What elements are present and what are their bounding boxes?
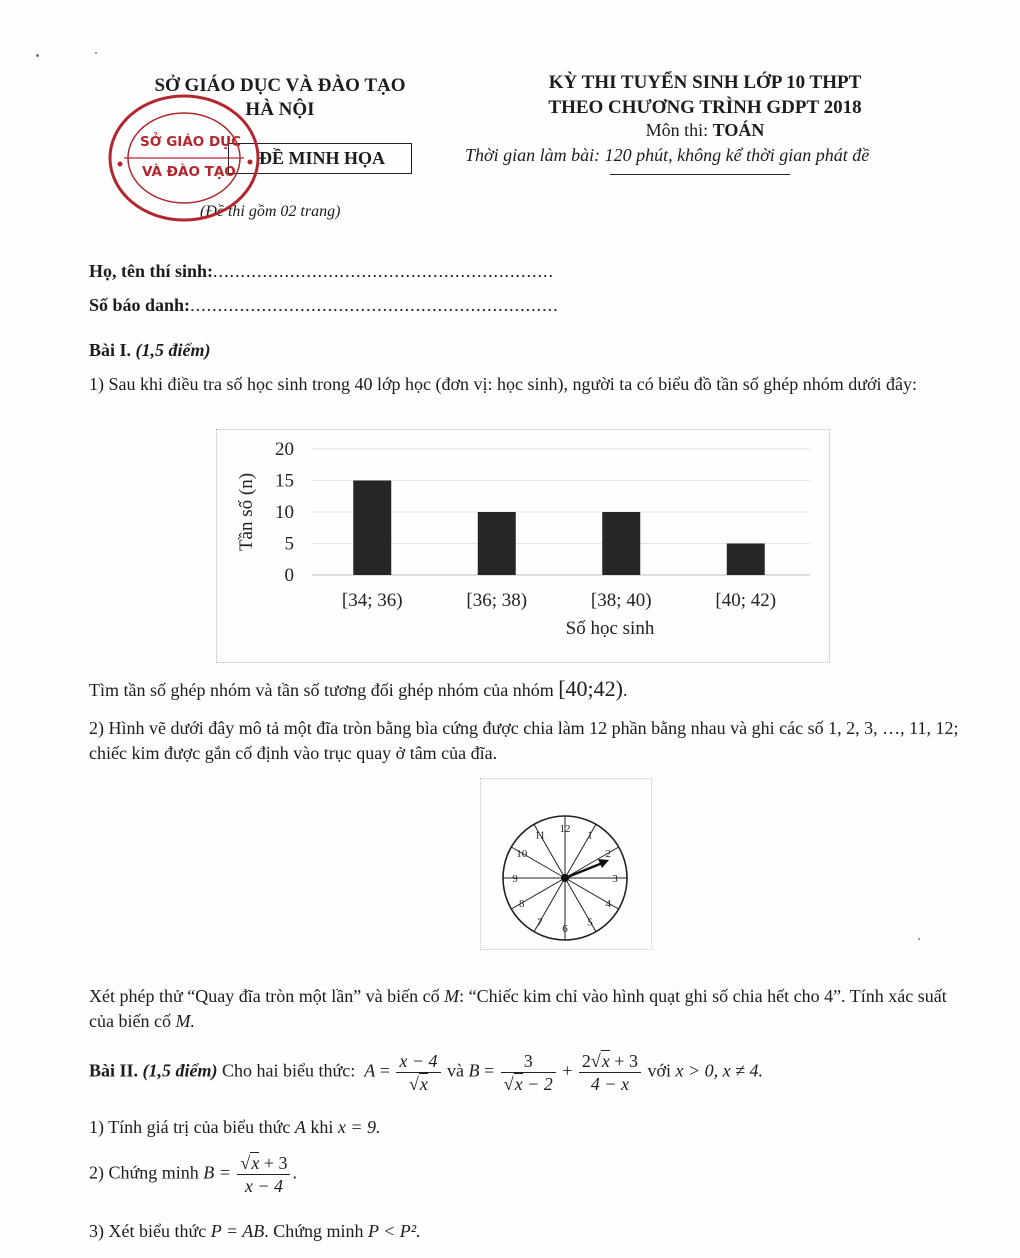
chart-ytick-label: 10 — [275, 502, 294, 523]
candidate-id-line — [89, 293, 559, 318]
wheel-sector-label: 12 — [559, 823, 571, 835]
fraction-b2-num-a: 2 — [581, 1051, 591, 1071]
q2-3-text: 3) Xét biểu thức — [89, 1221, 207, 1241]
fraction-a: $\frac{x - 4}{√x}$ — [396, 1050, 440, 1095]
official-seal — [104, 84, 274, 234]
exam-time: Thời gian làm bài: 120 phút, không kể thời gian phát đề — [465, 145, 870, 165]
candidate-name-label: Họ, tên thí sinh: — [89, 261, 214, 281]
wheel-sector-label: 10 — [516, 848, 528, 860]
wheel-sector-label: 2 — [605, 848, 612, 860]
scan-speck — [918, 938, 920, 940]
chart-xtick-label: [36; 38) — [466, 590, 528, 611]
fraction-b2-num-b: x — [601, 1051, 610, 1071]
fraction-b2-num-c: + 3 — [614, 1051, 638, 1071]
section-2-intro: Cho hai biểu thức: — [222, 1060, 356, 1081]
q2-task-a: Xét phép thử “Quay đĩa tròn một lần” và biến cố — [89, 986, 440, 1006]
q2-1-value: x = 9. — [337, 1117, 381, 1137]
candidate-name-line — [89, 259, 554, 284]
wheel-sector-label: 5 — [587, 916, 593, 929]
q2-3-prove: . Chứng minh — [264, 1221, 364, 1241]
condition: x > 0, x ≠ 4. — [675, 1060, 763, 1081]
q2-3-expr: P = AB — [210, 1221, 265, 1241]
question-2-3 — [89, 1219, 421, 1244]
chart-ytick-label: 20 — [275, 439, 294, 460]
section-1-title: Bài I. — [89, 340, 132, 360]
wheel-sector-label: 6 — [562, 923, 568, 935]
var-b: B — [468, 1060, 480, 1081]
dept-name: SỞ GIÁO DỤC VÀ ĐÀO TẠO — [154, 75, 406, 96]
wheel-hub — [561, 874, 569, 882]
q2-2-lhs: B = — [203, 1162, 231, 1183]
chart-xtick-label: [34; 36) — [341, 590, 403, 611]
scan-speck — [95, 52, 97, 54]
exam-program: THEO CHƯƠNG TRÌNH GDPT 2018 — [548, 97, 862, 118]
equals-b: = — [484, 1060, 495, 1081]
condition-word: với — [647, 1060, 671, 1081]
chart-bar — [602, 512, 640, 575]
question-1-1-task: Tìm tần số ghép nhóm và tần số tương đối ghép nhóm của nhóm [40;42). — [89, 676, 628, 701]
q2-2-num-b: + 3 — [263, 1153, 288, 1173]
question-1-2-task — [89, 984, 969, 1034]
seal-text-line1: SỞ GIÁO DỤC — [140, 134, 242, 150]
header-underline — [610, 174, 790, 175]
group-interval: [40;42) — [558, 676, 623, 701]
fraction-b1: $\frac{3}{√x - 2}$ — [501, 1050, 556, 1095]
section-1-heading — [89, 338, 211, 363]
chart-ytick-label: 5 — [284, 533, 294, 555]
question-1-2: 2) Hình vẽ dưới đây mô tả một đĩa tròn bằng bìa cứng được chia làm 12 phần bằng nhau và ghi các số 1, 2, 3, …, 11, 12; chiếc kim được gắn cố định vào trục quay ở tâm của đĩa. — [89, 718, 959, 763]
chart-xlabel: Số học sinh — [565, 618, 655, 639]
scan-speck — [36, 54, 39, 57]
equals-a: = — [379, 1060, 390, 1081]
and-word: và — [447, 1060, 465, 1081]
spinner-wheel — [480, 778, 650, 948]
wheel-sector-label: 11 — [534, 829, 546, 842]
q2-2-num-a: x — [251, 1153, 260, 1173]
chart-ytick-label: 0 — [284, 565, 294, 586]
section-1-points: (1,5 điểm) — [135, 340, 211, 360]
frequency-chart — [216, 429, 828, 661]
city-name: HÀ NỘI — [245, 99, 315, 120]
fraction-b-simplified: $\frac{√x + 3}{x - 4}$ — [237, 1152, 290, 1197]
plus-sign: + — [562, 1060, 573, 1081]
candidate-id-dots: ................................................................... — [190, 295, 559, 315]
q2-1-text: 1) Tính giá trị của biểu thức — [89, 1117, 291, 1137]
fraction-a-den: x — [419, 1074, 428, 1094]
fraction-b1-num: 3 — [501, 1050, 556, 1073]
question-1-1-task-text: Tìm tần số ghép nhóm và tần số tương đối ghép nhóm của nhóm — [89, 680, 554, 700]
subject-label: Môn thi: — [645, 120, 709, 140]
chart-ytick-label: 15 — [275, 470, 294, 492]
question-1-1: 1) Sau khi điều tra số học sinh trong 40 lớp học (đơn vị: học sinh), người ta có biểu đồ tần số ghép nhóm dưới đây: — [89, 374, 917, 394]
chart-bar — [727, 544, 765, 576]
chart-bar — [353, 481, 391, 576]
subject-line — [500, 120, 910, 141]
q2-2-text: 2) Chứng minh — [89, 1162, 199, 1183]
fraction-b2: $\frac{2√x + 3}{4 - x}$ — [579, 1050, 641, 1095]
section-2-title: Bài II. — [89, 1060, 139, 1081]
candidate-id-label: Số báo danh: — [89, 295, 191, 315]
wheel-sector-label: 4 — [605, 898, 612, 910]
var-a: A — [364, 1060, 376, 1081]
fraction-b1-den-b: − 2 — [527, 1074, 553, 1094]
wheel-sector-label: 7 — [537, 916, 543, 929]
q2-3-inequality: P < P². — [367, 1221, 421, 1241]
section-2-points: (1,5 điểm) — [142, 1060, 218, 1081]
candidate-name-dots: .............................................................. — [213, 261, 555, 281]
chart-bar — [478, 512, 516, 575]
fraction-a-num: x − 4 — [396, 1050, 440, 1073]
q2-1-var: A — [294, 1117, 306, 1137]
wheel-sector-label: 1 — [587, 829, 593, 842]
fraction-b1-den-a: x — [514, 1074, 523, 1094]
chart-ylabel: Tần số (n) — [236, 472, 257, 552]
exam-title: KỲ THI TUYỂN SINH LỚP 10 THPT — [548, 72, 862, 93]
question-2-1 — [89, 1115, 381, 1140]
subject-name: TOÁN — [712, 120, 765, 140]
page-count: (Đề thi gồm 02 trang) — [200, 203, 341, 220]
seal-text-line2: VÀ ĐÀO TẠO — [142, 164, 236, 180]
question-2-2: 2) Chứng minh B = $\frac{√x + 3}{x - 4}$ . — [89, 1153, 297, 1196]
fraction-b2-den: 4 − x — [590, 1074, 629, 1094]
event-m-end: M. — [175, 1011, 195, 1031]
exam-type-box: ĐỀ MINH HỌA — [228, 143, 412, 174]
chart-xtick-label: [40; 42) — [715, 590, 777, 611]
wheel-sector-label: 9 — [512, 873, 518, 885]
wheel-sector-label: 3 — [612, 873, 618, 885]
wheel-sector-label: 8 — [518, 898, 525, 910]
q2-task-b: : “Chiếc kim chỉ vào hình quạt ghi số chia hết cho 4”. Tính xác suất của biến cố — [89, 986, 947, 1031]
q2-1-when: khi — [310, 1117, 334, 1137]
event-m: M — [444, 986, 460, 1006]
chart-xtick-label: [38; 40) — [590, 590, 652, 611]
section-2-heading — [89, 1050, 763, 1095]
q2-2-den: x − 4 — [244, 1176, 284, 1196]
